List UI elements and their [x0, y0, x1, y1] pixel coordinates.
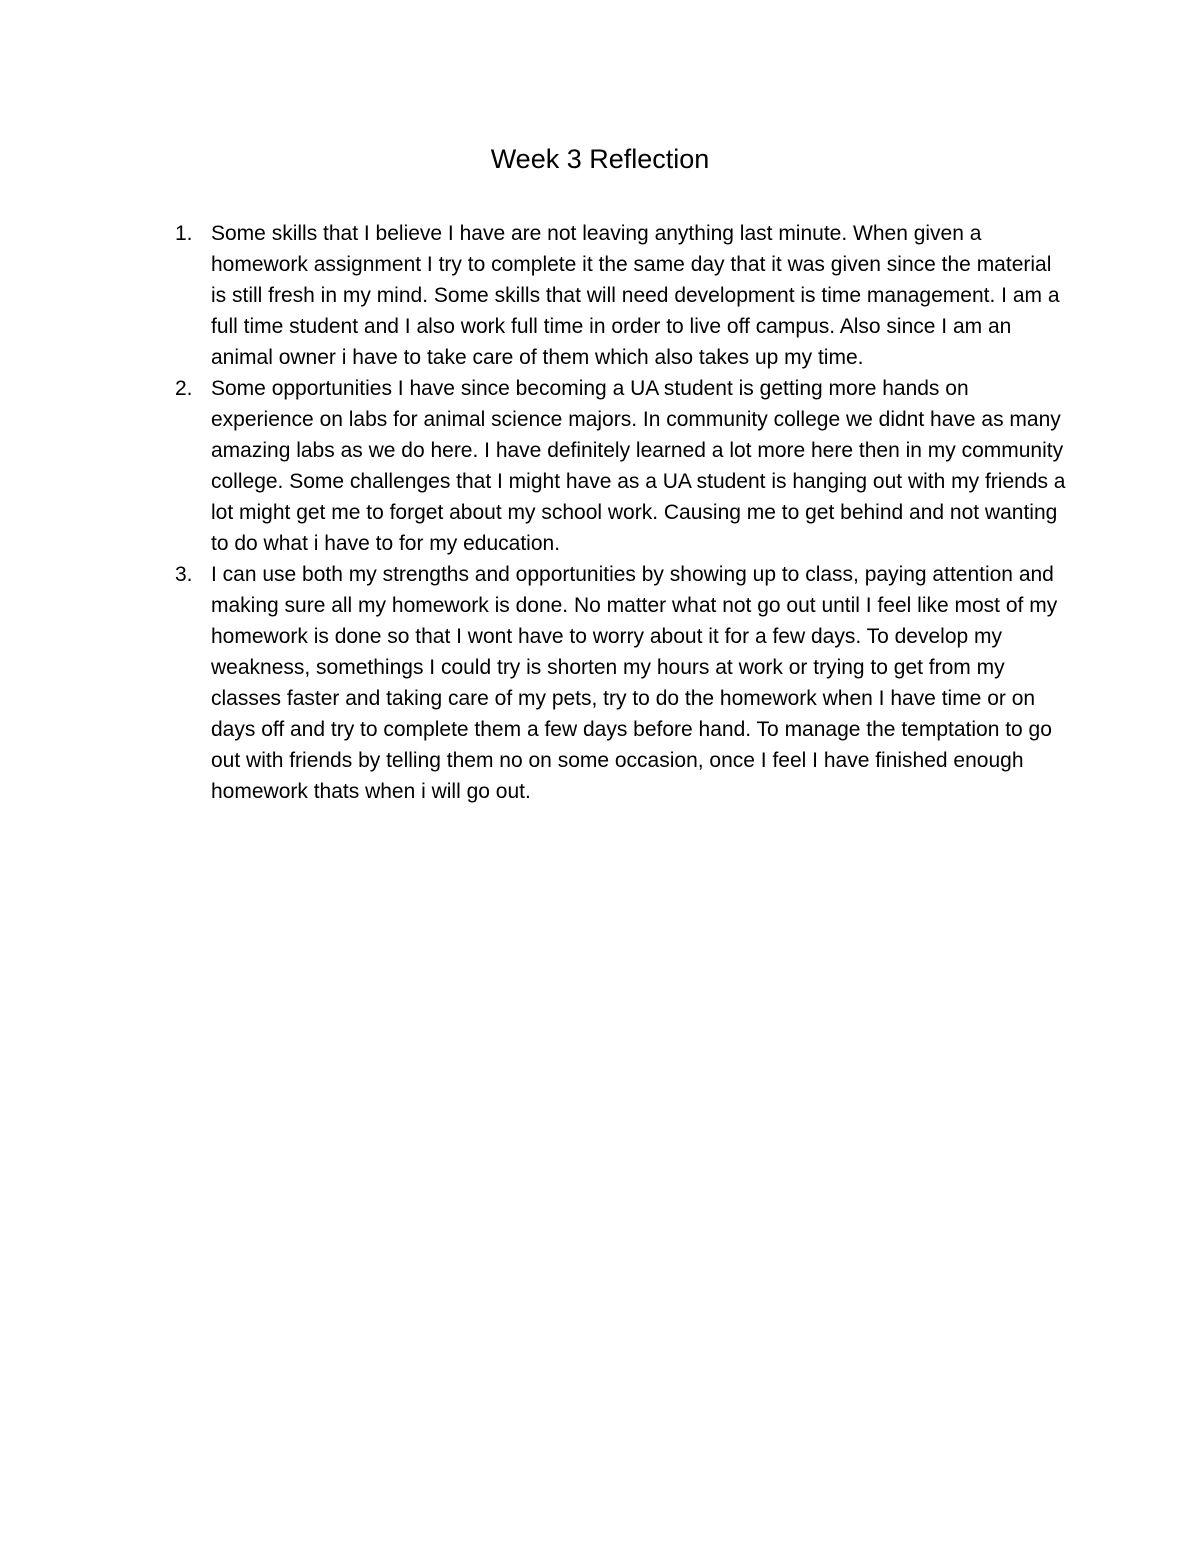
list-item-text: I can use both my strengths and opportunities by showing up to class, paying attention and making sure all my homework is done. No matter what not go out until I feel like most of my homework is done so that I wont have to worry about it for a few days. To develop my weakness, somethings I could try is shorten my hours at work or trying to get from my classes faster and taking care of my pets, try to do the homework when I have time or on days off and try to complete them a few days before hand. To manage the temptation to go out with friends by telling them no on some occasion, once I feel I have finished enough homework thats when i will go out. [211, 563, 1058, 803]
list-item [175, 373, 1071, 559]
list-item [175, 218, 1071, 373]
list-item [175, 559, 1071, 807]
list-item-number: 3. [175, 563, 193, 586]
page-title: Week 3 Reflection [490, 144, 710, 174]
list-item-number: 1. [175, 222, 193, 245]
reflection-list [175, 218, 1071, 807]
list-item-text: Some opportunities I have since becoming a UA student is getting more hands on experience on labs for animal science majors. In community college we didnt have as many amazing labs as we do here. I have definitely learned a lot more here then in my community college. Some challenges that I might have as a UA student is hanging out with my friends a lot might get me to forget about my school work. Causing me to get behind and not wanting to do what i have to for my education. [211, 377, 1066, 555]
list-item-text: Some skills that I believe I have are not leaving anything last minute. When given a homework assignment I try to complete it the same day that it was given since the material is still fresh in my mind. Some skills that will need development is time management. I am a full time student and I also work full time in order to live off campus. Also since I am an animal owner i have to take care of them which also takes up my time. [211, 222, 1060, 369]
list-item-number: 2. [175, 377, 193, 400]
